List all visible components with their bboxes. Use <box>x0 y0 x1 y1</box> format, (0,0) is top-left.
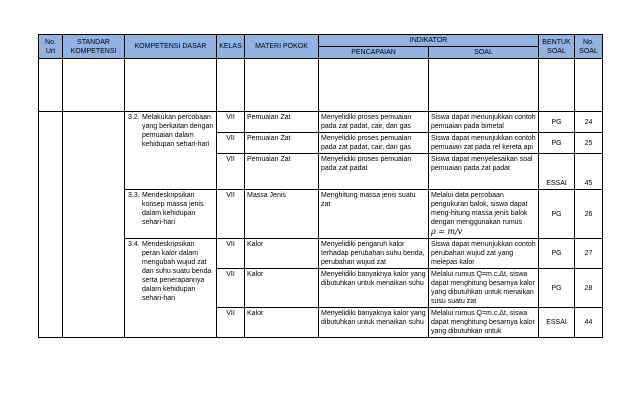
pencapaian-cell: Menyelidiki proses pemuaian pada zat padat, cair, dan gas <box>319 112 429 133</box>
soal-cell: Melalui rumus Q=m.c.Δt, siswa dapat menghitung besarnya kalor yang dibutuhkan untuk menaikan susu suatu zat <box>429 269 539 308</box>
bentuk-cell: ESSAI <box>539 308 575 338</box>
kelas-cell: VII <box>217 154 245 190</box>
bentuk-cell: PG <box>539 133 575 154</box>
standar-kompetensi-cell <box>63 112 125 338</box>
header-bentuk-soal: BENTUK SOAL <box>539 35 575 59</box>
blank-row <box>39 59 603 112</box>
pencapaian-cell: Menyelidiki pengaruh kalor terhadap perubahan suhu benda, perubahan wujud zat <box>319 239 429 269</box>
kd-text: Mendeskripsikan peran kalor dalam mengubah wujud zat dan suhu suatu benda serta penerapannya dalam kehidupan sehari-hari <box>142 241 212 302</box>
no-soal-cell: 26 <box>575 190 603 239</box>
no-soal-cell: 28 <box>575 269 603 308</box>
materi-cell: Pemuaian Zat <box>245 133 319 154</box>
kelas-cell: VII <box>217 239 245 269</box>
kd-number: 3.4. <box>128 241 140 248</box>
kelas-cell: VII <box>217 308 245 338</box>
kd-number: 3.2. <box>128 114 140 121</box>
soal-text: Melalui data percobaan pengukuran balok, siswa dapat meng-hitung massa jenis balok dengan menggunakan rumus <box>431 192 528 226</box>
header-kelas: KELAS <box>217 35 245 59</box>
bentuk-cell: ESSAI <box>539 154 575 190</box>
materi-cell: Pemuaian Zat <box>245 112 319 133</box>
kd-3-3-cell <box>125 190 217 239</box>
soal-cell <box>429 190 539 239</box>
header-row <box>39 35 603 47</box>
pencapaian-cell: Menyelidiki proses pemuaian pada zat padat <box>319 154 429 190</box>
pencapaian-cell: Menghitung massa jenis suatu zat <box>319 190 429 239</box>
kelas-cell: VII <box>217 269 245 308</box>
materi-cell: Pemuaian Zat <box>245 154 319 190</box>
kd-number: 3.3. <box>128 192 140 199</box>
materi-cell: Kalor <box>245 308 319 338</box>
no-soal-cell: 27 <box>575 239 603 269</box>
header-kompetensi-dasar: KOMPETENSI DASAR <box>125 35 217 59</box>
no-soal-cell: 45 <box>575 154 603 190</box>
bentuk-cell: PG <box>539 269 575 308</box>
soal-cell: Siswa dapat menunjukkan contoh perubahan wujud zat yang melepas kalor <box>429 239 539 269</box>
header-pencapaian: PENCAPAIAN <box>319 47 429 59</box>
massa-jenis-formula: ρ = m/v <box>431 227 463 236</box>
header-no-urt: No. Urt <box>39 35 63 59</box>
header-indikator: INDIKATOR <box>319 35 539 47</box>
soal-cell: Siswa dapat menyelesaikan soal pemuaian pada zat padat <box>429 154 539 190</box>
header-soal: SOAL <box>429 47 539 59</box>
header-materi-pokok: MATERI POKOK <box>245 35 319 59</box>
table-row <box>39 112 603 133</box>
materi-cell: Kalor <box>245 269 319 308</box>
no-soal-cell: 24 <box>575 112 603 133</box>
soal-cell: Siswa dapat menunjukkan contoh pemuaian zat pada rel kereta api <box>429 133 539 154</box>
kd-text: Mendeskripsikan konsep massa jenis dalam kehidupan sehari-hari <box>142 192 204 226</box>
kelas-cell: VII <box>217 133 245 154</box>
kisi-kisi-table-wrapper <box>38 34 602 338</box>
bentuk-cell: PG <box>539 239 575 269</box>
bentuk-cell: PG <box>539 190 575 239</box>
kd-3-4-cell <box>125 239 217 338</box>
pencapaian-cell: Menyelidiki proses pemuaian pada zat padat, cair, dan gas <box>319 133 429 154</box>
kisi-kisi-table <box>38 34 603 338</box>
materi-cell: Kalor <box>245 239 319 269</box>
header-standar-kompetensi: STANDAR KOMPETENSI <box>63 35 125 59</box>
materi-cell: Massa Jenis <box>245 190 319 239</box>
no-soal-cell: 44 <box>575 308 603 338</box>
soal-cell: Melalui rumus Q=m.c.Δt, siswa dapat menghitung besarnya kalor yang dibutuhkan untuk <box>429 308 539 338</box>
pencapaian-cell: Menyelidiki banyaknya kalor yang dibutuhkan untuk menaikan suhu <box>319 269 429 308</box>
header-no-soal: No. SOAL <box>575 35 603 59</box>
kd-text: Melakukan percobaan yang berkaitan dengan pemuaian dalam kehidupan sehari-hari <box>142 114 214 148</box>
bentuk-cell: PG <box>539 112 575 133</box>
kd-3-2-cell <box>125 112 217 190</box>
no-soal-cell: 25 <box>575 133 603 154</box>
pencapaian-cell: Menyelidiki banyaknya kalor yang dibutuhkan untuk menaikan suhu <box>319 308 429 338</box>
kelas-cell: VII <box>217 190 245 239</box>
no-urt-cell <box>39 112 63 338</box>
soal-cell: Siswa dapat menunjukkan contoh pemuaian pada bimetal <box>429 112 539 133</box>
kelas-cell: VII <box>217 112 245 133</box>
